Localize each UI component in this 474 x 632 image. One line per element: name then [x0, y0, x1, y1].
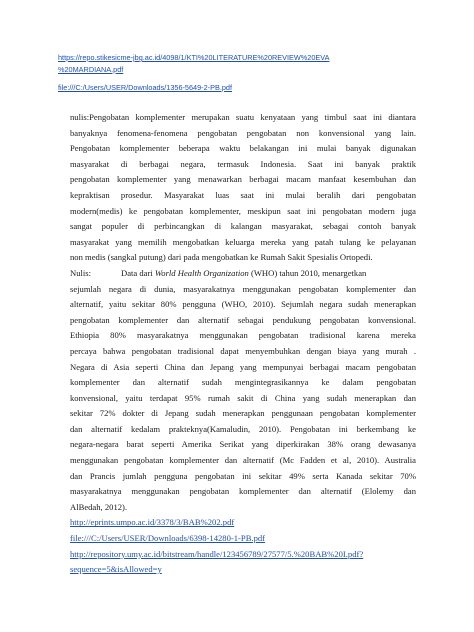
link-file-1356[interactable]: file:///C:/Users/USER/Downloads/1356-5649-2-PB.pdf [58, 83, 232, 92]
text-line: AlBedah, 2012). [70, 501, 128, 512]
reference-links-top [58, 52, 428, 94]
text-line: non medis (sangkal putung) dari pada mengobatkan ke Rumah Sakit Spesialis Ortopedi. [70, 252, 373, 263]
text-line: Pengobatan komplementer beberapa waktu belakangan ini mulai banyak digunakan [70, 143, 416, 154]
text-line: banyaknya fenomena-fenomena pengobatan pengobatan non konvensional yang lain. [70, 127, 416, 138]
text-line: alternatif, yaitu sekitar 80% pengguna (WHO, 2010). Sejumlah negara sudah menerapkan [70, 299, 416, 310]
text-line-first [70, 266, 416, 282]
text-line: Negara di Asia seperti China dan Jepang yang mempunyai berbagai macam pengobatan [70, 361, 416, 372]
text-line: sejumlah negara di dunia, masyarakatnya menggunakan pengobatan komplementer dan [70, 283, 416, 294]
text-line: nulis:Pengobatan komplementer merupakan suatu kenyataan yang timbul saat ini diantara [70, 112, 416, 122]
text-line: masyarakat yang memilih mengobatkan keluarga mereka yang patah tulang ke pelayanan [70, 236, 416, 247]
text-line: sangat populer di perbincangkan di kalangan masyarakat, sebagai contoh banyak [70, 221, 416, 232]
text-line: masyarakatnya menggunakan pengobatan komplementer dan alternatif (Elolemy dan [70, 486, 416, 497]
text-line: Ethiopia 80% masyarakatnya menggunakan pengobatan tradisional karena mereka [70, 330, 416, 341]
link-repository-umy[interactable]: http://repository.umy.ac.id/bitstream/handle/123456789/27577/5.%20BAB%20I.pdf? [70, 548, 364, 559]
link-repo-stikesicme-cont[interactable]: %20MARDIANA.pdf [58, 64, 124, 74]
text-line: modern(medis) ke pengobatan komplementer, meskipun saat ini pengobatan modern juga [70, 205, 416, 216]
link-repository-umy-cont[interactable]: sequence=5&isAllowed=y [70, 564, 162, 575]
document-body [70, 110, 416, 578]
text-line: pengobatan komplementer yang menawarkan berbagai macam manfaat kesembuhan dan [70, 174, 416, 185]
text-fragment: Data dari [121, 267, 155, 278]
paragraph-label: Nulis: [70, 267, 92, 278]
text-line: masyarakat di berbagai negara, termasuk Indonesia. Saat ini banyak praktik [70, 158, 416, 169]
italic-org-name: World Health Organization [154, 267, 249, 278]
paragraph-komplementer [70, 110, 416, 266]
link-file-6398[interactable]: file:///C:/Users/USER/Downloads/6398-14280-1-PB.pdf [70, 533, 266, 544]
paragraph-who [70, 266, 416, 516]
text-fragment: (WHO) tahun 2010, menargetkan [248, 267, 367, 278]
spacer [58, 75, 428, 82]
reference-links-bottom [70, 515, 416, 577]
text-line: konvensional, yaitu terdapat 95% rumah sakit di China yang sudah menerapkan dan [70, 392, 416, 403]
text-line: sekitar 72% dokter di Jepang sudah menerapkan penggunaan pengobatan komplementer [70, 408, 416, 419]
text-line: percaya bahwa pengobatan tradisional dapat menyembuhkan dengan biaya yang murah . [70, 345, 416, 356]
text-line: negara-negara barat seperti Amerika Serikat yang diperkirakan 38% orang dewasanya [70, 439, 416, 450]
text-line: dan Prancis jumlah pengguna pengobatan ini sekitar 49% serta Kanada sekitar 70% [70, 470, 416, 481]
text-line: dan alternatif kedalam prakteknya(Kamaludin, 2010). Pengobatan ini berkembang ke [70, 423, 416, 434]
text-line: komplementer dan alternatif sudah mengintegrasikannya ke dalam pengobatan [70, 377, 416, 388]
link-eprints-umpo[interactable]: http://eprints.umpo.ac.id/3378/3/BAB%202.pdf [70, 517, 235, 528]
text-line: kepraktisan prosedur. Masyarakat luas saat ini mulai beralih dari pengobatan [70, 189, 416, 200]
link-repo-stikesicme[interactable]: https://repo.stikesicme-jbg.ac.id/4098/1/KTI%20LITERATURE%20REVIEW%20EVA [58, 53, 330, 62]
text-line: pengobatan komplementer dan alternatif sebagai pendukung pengobatan konvensional. [70, 314, 416, 325]
text-line: menggunakan pengobatan komplementer dan alternatif (Mc Fadden et al, 2010). Australia [70, 455, 416, 466]
